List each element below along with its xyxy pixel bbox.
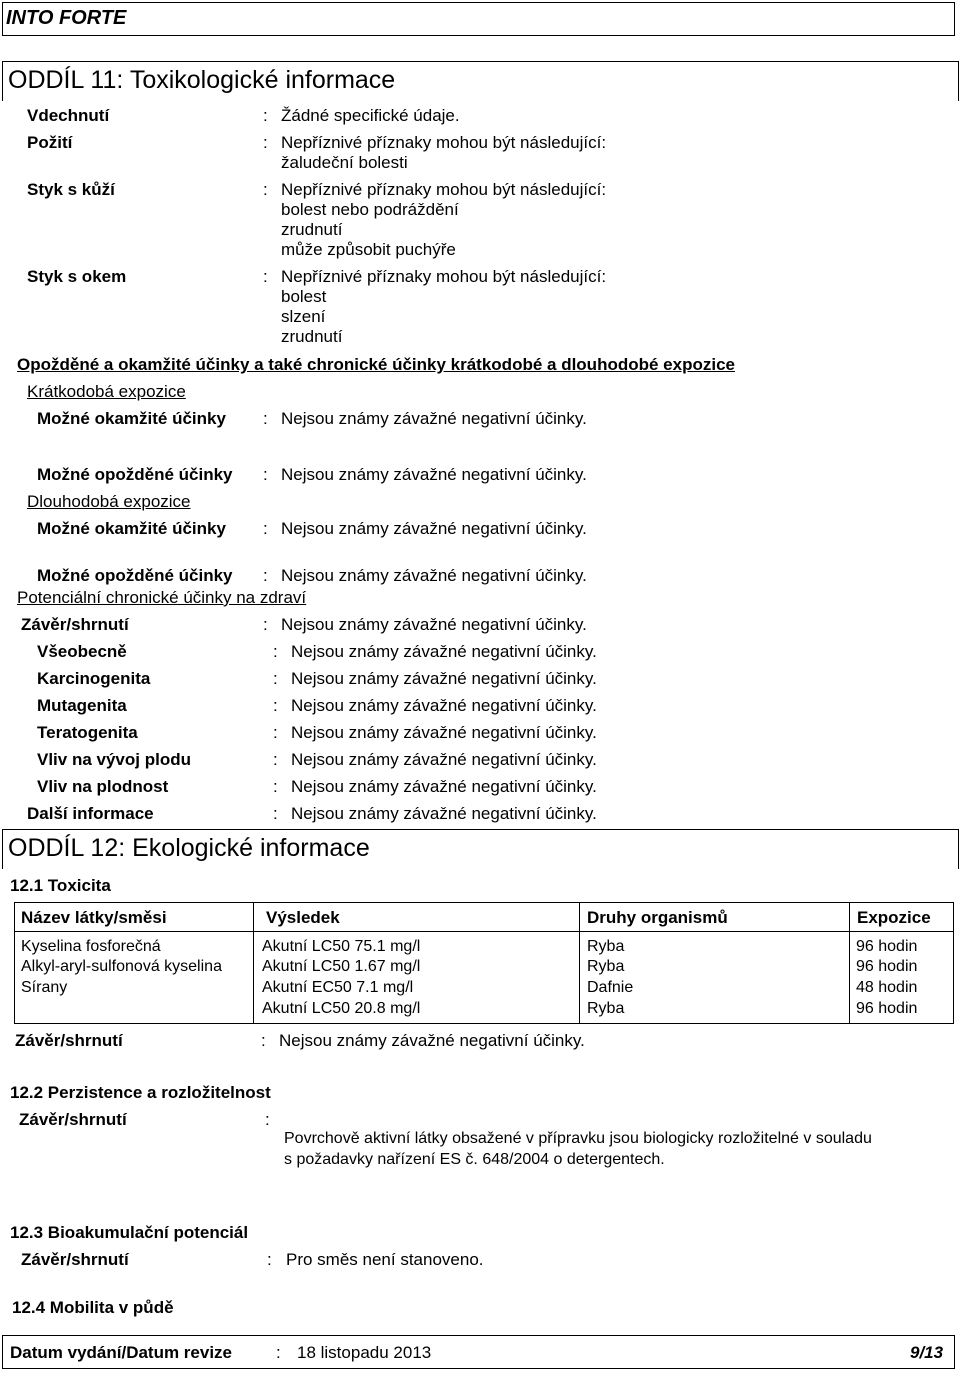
table-column-divider	[849, 902, 850, 1023]
route-value-skin: Nepříznivé příznaky mohou být následující:	[281, 180, 607, 199]
short-term-immediate-value: Nejsou známy závažné negativní účinky.	[281, 409, 587, 428]
separator: :	[263, 267, 268, 286]
substance-name: Alkyl-aryl-sulfonová kyselina	[21, 958, 222, 975]
separator: :	[263, 566, 268, 585]
substance-name: Kyselina fosforečná	[21, 938, 161, 955]
species-value: Ryba	[587, 958, 625, 975]
route-value-skin: bolest nebo podráždění	[281, 200, 459, 219]
species-value: Ryba	[587, 938, 625, 955]
route-value-skin: zrudnutí	[281, 220, 343, 239]
product-name: INTO FORTE	[6, 7, 127, 29]
separator: :	[263, 180, 268, 199]
separator: :	[261, 1031, 266, 1050]
short-term-delayed-label: Možné opožděné účinky	[37, 465, 233, 484]
other-info-label: Další informace	[27, 804, 154, 823]
column-header-species: Druhy organismů	[587, 908, 728, 927]
footer-date-label: Datum vydání/Datum revize	[10, 1343, 233, 1362]
table-left-border	[14, 902, 15, 1023]
bioaccumulation-heading: 12.3 Bioakumulační potenciál	[10, 1223, 249, 1242]
chronic-item-label: Teratogenita	[37, 723, 138, 742]
chronic-conclusion-value: Nejsou známy závažné negativní účinky.	[281, 615, 587, 634]
route-label-skin: Styk s kůží	[27, 180, 115, 199]
bioaccumulation-conclusion-label: Závěr/shrnutí	[21, 1250, 129, 1269]
exposure-value: 48 hodin	[856, 979, 918, 996]
toxicity-conclusion-label: Závěr/shrnutí	[15, 1031, 123, 1050]
persistence-conclusion-label: Závěr/shrnutí	[19, 1110, 127, 1129]
separator: :	[276, 1343, 281, 1362]
short-term-heading: Krátkodobá expozice	[27, 382, 186, 401]
persistence-heading: 12.2 Perzistence a rozložitelnost	[10, 1083, 271, 1102]
chronic-item-value: Nejsou známy závažné negativní účinky.	[291, 696, 597, 715]
separator: :	[263, 465, 268, 484]
short-term-immediate-label: Možné okamžité účinky	[37, 409, 226, 428]
separator: :	[273, 723, 278, 742]
separator: :	[263, 519, 268, 538]
column-header-result: Výsledek	[266, 908, 340, 927]
separator: :	[263, 133, 268, 152]
table-top-border	[14, 902, 954, 903]
column-header-substance: Název látky/směsi	[21, 908, 167, 927]
result-value: Akutní LC50 20.8 mg/l	[262, 1000, 421, 1017]
separator: :	[273, 642, 278, 661]
chronic-item-label: Vliv na plodnost	[37, 777, 169, 796]
route-label-inhalation: Vdechnutí	[27, 106, 110, 125]
separator: :	[267, 1250, 272, 1269]
delayed-effects-heading: Opožděné a okamžité účinky a také chronické účinky krátkodobé a dlouhodobé expozice	[17, 355, 735, 374]
table-bottom-border	[14, 1023, 954, 1024]
mobility-heading: 12.4 Mobilita v půdě	[12, 1298, 174, 1317]
long-term-heading: Dlouhodobá expozice	[27, 492, 191, 511]
route-label-eye: Styk s okem	[27, 267, 127, 286]
section-12-title: ODDÍL 12: Ekologické informace	[8, 834, 370, 862]
result-value: Akutní LC50 1.67 mg/l	[262, 958, 421, 975]
bioaccumulation-conclusion-value: Pro směs není stanoveno.	[286, 1250, 484, 1269]
route-value-skin: může způsobit puchýře	[281, 240, 456, 259]
column-header-exposure: Expozice	[857, 908, 931, 927]
long-term-immediate-value: Nejsou známy závažné negativní účinky.	[281, 519, 587, 538]
chronic-item-value: Nejsou známy závažné negativní účinky.	[291, 669, 597, 688]
result-value: Akutní LC50 75.1 mg/l	[262, 938, 421, 955]
header-bar	[2, 2, 955, 36]
species-value: Ryba	[587, 1000, 625, 1017]
chronic-conclusion-label: Závěr/shrnutí	[21, 615, 129, 634]
page-number: 9/13	[910, 1343, 944, 1362]
persistence-conclusion-text: s požadavky nařízení ES č. 648/2004 o detergentech.	[284, 1151, 665, 1168]
separator: :	[273, 777, 278, 796]
exposure-value: 96 hodin	[856, 938, 918, 955]
toxicity-conclusion-value: Nejsou známy závažné negativní účinky.	[279, 1031, 585, 1050]
chronic-item-value: Nejsou známy závažné negativní účinky.	[291, 777, 597, 796]
substance-name: Sírany	[21, 979, 68, 996]
route-value-eye: bolest	[281, 287, 327, 306]
chronic-item-value: Nejsou známy závažné negativní účinky.	[291, 750, 597, 769]
separator: :	[263, 106, 268, 125]
chronic-item-label: Všeobecně	[37, 642, 127, 661]
chronic-item-label: Karcinogenita	[37, 669, 151, 688]
short-term-delayed-value: Nejsou známy závažné negativní účinky.	[281, 465, 587, 484]
other-info-value: Nejsou známy závažné negativní účinky.	[291, 804, 597, 823]
table-column-divider	[253, 902, 254, 1023]
toxicity-heading: 12.1 Toxicita	[10, 876, 111, 895]
separator: :	[263, 409, 268, 428]
route-value-ingestion: žaludeční bolesti	[281, 153, 408, 172]
separator: :	[273, 696, 278, 715]
table-column-divider	[579, 902, 580, 1023]
result-value: Akutní EC50 7.1 mg/l	[262, 979, 414, 996]
route-label-ingestion: Požití	[27, 133, 73, 152]
chronic-effects-heading: Potenciální chronické účinky na zdraví	[17, 588, 307, 607]
route-value-inhalation: Žádné specifické údaje.	[281, 106, 460, 125]
footer-date-value: 18 listopadu 2013	[297, 1343, 432, 1362]
route-value-eye: slzení	[281, 307, 326, 326]
chronic-item-value: Nejsou známy závažné negativní účinky.	[291, 723, 597, 742]
chronic-item-value: Nejsou známy závažné negativní účinky.	[291, 642, 597, 661]
route-value-eye: zrudnutí	[281, 327, 343, 346]
route-value-ingestion: Nepříznivé příznaky mohou být následující:	[281, 133, 607, 152]
long-term-immediate-label: Možné okamžité účinky	[37, 519, 226, 538]
table-header-border	[14, 931, 954, 932]
separator: :	[263, 615, 268, 634]
long-term-delayed-label: Možné opožděné účinky	[37, 566, 233, 585]
exposure-value: 96 hodin	[856, 958, 918, 975]
chronic-item-label: Vliv na vývoj plodu	[37, 750, 191, 769]
separator: :	[273, 750, 278, 769]
route-value-eye: Nepříznivé příznaky mohou být následující:	[281, 267, 607, 286]
exposure-value: 96 hodin	[856, 1000, 918, 1017]
separator: :	[265, 1110, 270, 1129]
section-11-title: ODDÍL 11: Toxikologické informace	[8, 66, 396, 94]
persistence-conclusion-text: Povrchově aktivní látky obsažené v přípravku jsou biologicky rozložitelné v souladu	[284, 1130, 872, 1147]
table-right-border	[953, 902, 954, 1023]
separator: :	[273, 669, 278, 688]
species-value: Dafnie	[587, 979, 634, 996]
chronic-item-label: Mutagenita	[37, 696, 127, 715]
long-term-delayed-value: Nejsou známy závažné negativní účinky.	[281, 566, 587, 585]
separator: :	[273, 804, 278, 823]
